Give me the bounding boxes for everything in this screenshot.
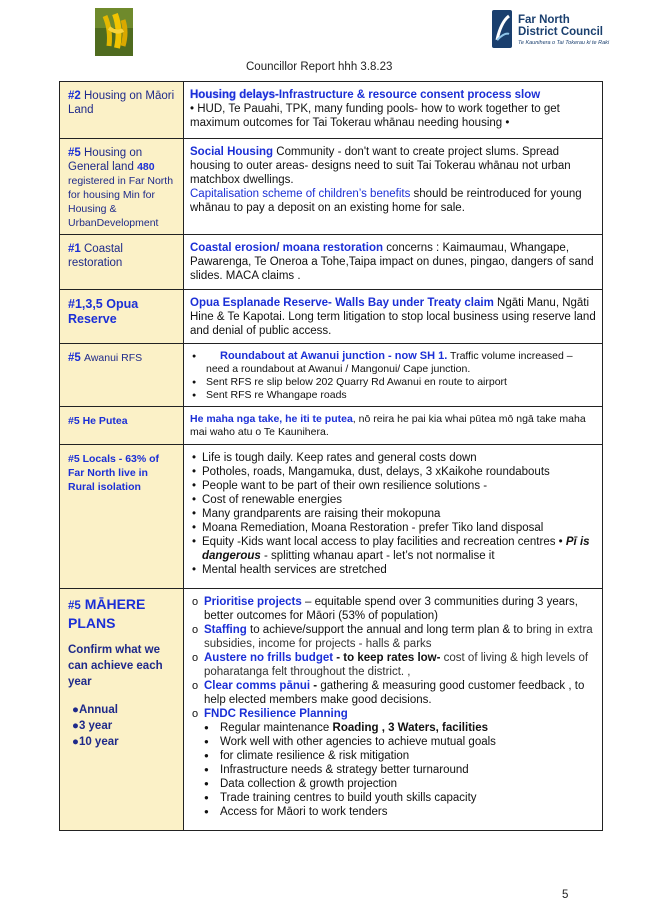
topic-title: Awanui RFS <box>84 352 143 364</box>
list-item: ●Annual <box>72 704 118 716</box>
registered-count: 480 <box>137 161 155 173</box>
mahere-heading <box>68 596 177 632</box>
detail-heading: Opua Esplanade Reserve- Walls Bay under Treaty claim <box>190 297 494 309</box>
equity-text: Equity -Kids want local access to play facilities and recreation centres • <box>202 536 566 548</box>
item-subheading: - <box>310 680 318 692</box>
detail-cell <box>184 290 603 344</box>
list-item: ● Sent RFS re slip below 202 Quarry Rd Awanui en route to airport <box>190 376 596 389</box>
item-text: cost of living & high levels of poharatanga felt throughout the district. , <box>204 652 589 678</box>
item-heading: Prioritise projects <box>204 596 302 608</box>
item-heading: Austere no frills budget <box>204 652 334 664</box>
list-item <box>190 679 596 707</box>
list-item: ● Trade training centres to build youth skills capacity <box>190 791 596 805</box>
priority-number: #2 <box>68 90 81 102</box>
topic-title: Coastal restoration <box>68 243 123 269</box>
topic-title: Housing on Māori Land <box>68 90 175 116</box>
detail-text: concerns : Kaimaumau, Whangape, Pawarenga, Te Oneroa a Tohe,Taipa impact on dunes, pingao, dangers of sand slides. MACA claims . <box>190 242 594 282</box>
item-subheading: - to keep rates low- <box>333 652 441 664</box>
list-item <box>190 707 596 721</box>
item-text: Regular maintenance <box>220 722 333 734</box>
table-row <box>60 445 603 589</box>
topic-title: MĀHERE PLANS <box>68 596 146 631</box>
report-table <box>59 81 603 831</box>
detail-heading: Coastal erosion/ moana restoration <box>190 242 383 254</box>
item-text: gathering & measuring good customer feedback , to help elected members make good decisions. <box>204 680 585 706</box>
item-heading: Clear comms pānui <box>204 680 311 692</box>
kowhai-flower-image <box>95 8 133 56</box>
table-row <box>60 407 603 445</box>
detail-subheading: Capitalisation scheme of children’s benefits <box>190 188 411 200</box>
detail-text: should be reintroduced for young whānau to pay a deposit on an existing home for sale. <box>190 188 582 214</box>
item-text-tail: bring in extra subsidies, income for projects - halls & parks <box>204 624 593 650</box>
table-row <box>60 139 603 235</box>
detail-cell <box>184 139 603 235</box>
mahere-subtitle: Confirm what we can achieve each year <box>68 644 163 688</box>
plan-term-list <box>68 702 177 750</box>
list-item: ●3 year <box>72 720 113 732</box>
list-item: • Life is tough daily. Keep rates and general costs down <box>190 451 596 465</box>
table-row <box>60 589 603 831</box>
list-item <box>190 350 596 376</box>
table-row <box>60 344 603 407</box>
priority-number: #5 <box>68 147 81 159</box>
topic-cell <box>60 344 184 407</box>
topic-title: Housing on General land <box>68 147 143 173</box>
detail-text: Ngāti Manu, Ngāti Hine & Te Kapotai. Long term litigation to stop local business using reserve land and denial of public access. <box>190 297 596 337</box>
detail-cell <box>184 589 603 831</box>
fndc-logo <box>492 10 622 56</box>
list-item: ● Access for Māori to work tenders <box>190 805 596 819</box>
topic-cell <box>60 589 184 831</box>
topic-cell <box>60 407 184 445</box>
detail-heading: Housing delays- <box>190 89 279 101</box>
priority-number: #5 <box>68 352 81 364</box>
list-item <box>190 651 596 679</box>
list-item: • Potholes, roads, Mangamuka, dust, delays, 3 xKaikohe roundabouts <box>190 465 596 479</box>
detail-heading: Roundabout at Awanui junction - now SH 1. <box>220 350 448 362</box>
detail-cell <box>184 445 603 589</box>
detail-heading-rest: Infrastructure & resource consent process slow <box>278 89 541 101</box>
item-text: – equitable spend over 3 communities during 3 years, better outcomes for Māori (53% of population) <box>204 596 578 622</box>
topic-title: #5 Locals - 63% of Far North live in Rural isolation <box>68 453 160 493</box>
detail-text: • HUD, Te Pauahi, TPK, many funding pools- how to work together to get maximum outcomes for Tai Tokerau whānau needing housing • <box>190 103 560 129</box>
page-number: 5 <box>562 889 569 901</box>
item-heading: FNDC Resilience Planning <box>204 708 348 720</box>
detail-cell <box>184 407 603 445</box>
topic-cell <box>60 139 184 235</box>
list-item: • Moana Remediation, Moana Restoration - prefer Tiko land disposal <box>190 521 596 535</box>
logo-name-line1: Far North <box>518 14 570 26</box>
list-item: ●10 year <box>72 736 119 748</box>
topic-cell <box>60 235 184 290</box>
list-item <box>190 595 596 623</box>
equity-emphasis: Pī is dangerous <box>202 536 590 562</box>
list-item: • People want to be part of their own resilience solutions - <box>190 479 596 493</box>
equity-rest: - splitting whanau apart - let’s not normalise it <box>260 550 495 562</box>
topic-detail: registered in Far North for housing Min for Housing & UrbanDevelopment <box>68 175 174 229</box>
detail-cell <box>184 82 603 139</box>
list-item: • Many grandparents are raising their mokopuna <box>190 507 596 521</box>
priority-number: #5 <box>68 600 81 612</box>
list-item <box>190 535 596 563</box>
topic-cell <box>60 82 184 139</box>
report-title: Councillor Report hhh 3.8.23 <box>246 61 393 73</box>
topic-title: #5 He Putea <box>68 415 128 427</box>
list-item: ● Work well with other agencies to achieve mutual goals <box>190 735 596 749</box>
detail-heading: Social Housing <box>190 146 274 158</box>
detail-text: , nō reira he pai kia whai pūtea mō ngā take maha mai waho atu o Te Kaunihera. <box>190 413 586 438</box>
list-item: • Cost of renewable energies <box>190 493 596 507</box>
detail-heading: He maha nga take, he iti te putea <box>190 413 353 425</box>
list-item: • Mental health services are stretched <box>190 563 596 577</box>
detail-text: Traffic volume increased – need a roundabout at Awanui / Mangonui/ Cape junction. <box>206 350 573 375</box>
list-item: ● Data collection & growth projection <box>190 777 596 791</box>
list-item: ● for climate resilience & risk mitigation <box>190 749 596 763</box>
priority-number: #1 <box>68 243 81 255</box>
detail-cell <box>184 235 603 290</box>
table-row <box>60 235 603 290</box>
topic-cell <box>60 445 184 589</box>
detail-cell <box>184 344 603 407</box>
item-text: to achieve/support the annual and long term plan & to <box>246 624 527 636</box>
table-row <box>60 82 603 139</box>
item-heading: Staffing <box>204 624 247 636</box>
detail-text: Community - don't want to create project slums. Spread housing to outer areas- designs need to suit Tai Tokerau whānau not urban matchbox dwellings. <box>190 146 571 186</box>
list-item: ● Sent RFS re Whangape roads <box>190 389 596 402</box>
fndc-logo-mark-icon <box>492 10 514 50</box>
item-emphasis: Roading , 3 Waters, facilities <box>332 722 489 734</box>
logo-tagline: Te Kaunihera o Tai Tokerau ki te Raki <box>518 40 610 46</box>
table-row <box>60 290 603 344</box>
topic-title: #1,3,5 Opua Reserve <box>68 297 139 326</box>
logo-name-line2: District Council <box>518 26 603 38</box>
topic-cell <box>60 290 184 344</box>
list-item <box>190 623 596 651</box>
list-item <box>190 721 596 735</box>
list-item: ● Infrastructure needs & strategy better turnaround <box>190 763 596 777</box>
